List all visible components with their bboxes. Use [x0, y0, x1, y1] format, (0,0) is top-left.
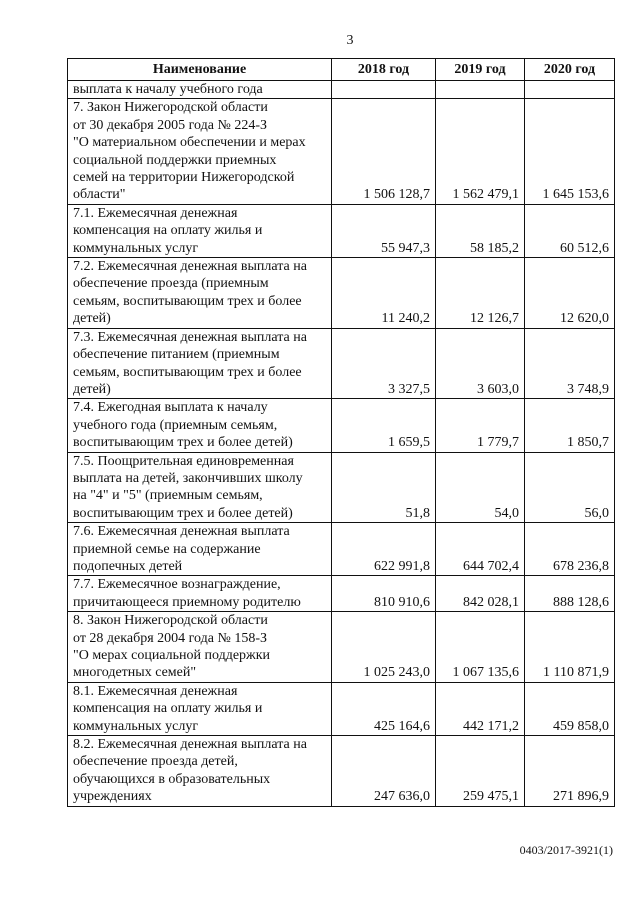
row-name-cell: выплата к началу учебного года [68, 81, 332, 99]
value-2020-cell: 678 236,8 [525, 523, 615, 576]
row-name-cell: 8.1. Ежемесячная денежная компенсация на оплату жилья и коммунальных услуг [68, 682, 332, 735]
table-row [68, 576, 615, 612]
table-row [68, 736, 615, 807]
value-2019-cell [436, 81, 525, 99]
value-2020-cell: 12 620,0 [525, 258, 615, 329]
value-2019-cell: 1 562 479,1 [436, 99, 525, 204]
value-2020-cell: 888 128,6 [525, 576, 615, 612]
row-name-cell: 7.4. Ежегодная выплата к началу учебного года (приемным семьям, воспитывающим трех и более детей) [68, 399, 332, 452]
table-row [68, 523, 615, 576]
value-2020-cell [525, 81, 615, 99]
row-name-cell: 7.2. Ежемесячная денежная выплата на обеспечение проезда (приемным семьям, воспитывающим трех и более детей) [68, 258, 332, 329]
value-2018-cell: 247 636,0 [332, 736, 436, 807]
table-row [68, 258, 615, 329]
value-2018-cell: 1 659,5 [332, 399, 436, 452]
table-header [68, 59, 615, 81]
header-row [68, 59, 615, 81]
value-2019-cell: 54,0 [436, 452, 525, 523]
value-2020-cell: 60 512,6 [525, 204, 615, 257]
value-2018-cell: 810 910,6 [332, 576, 436, 612]
value-2019-cell: 1 067 135,6 [436, 612, 525, 683]
value-2019-cell: 1 779,7 [436, 399, 525, 452]
value-2019-cell: 12 126,7 [436, 258, 525, 329]
table-body [68, 81, 615, 807]
row-name-cell: 7.3. Ежемесячная денежная выплата на обеспечение питанием (приемным семьям, воспитывающим трех и более детей) [68, 328, 332, 399]
value-2020-cell: 56,0 [525, 452, 615, 523]
table-row [68, 452, 615, 523]
table-row [68, 99, 615, 204]
value-2019-cell: 842 028,1 [436, 576, 525, 612]
value-2019-cell: 58 185,2 [436, 204, 525, 257]
value-2020-cell: 1 645 153,6 [525, 99, 615, 204]
document-code: 0403/2017-3921(1) [519, 843, 613, 857]
table-row [68, 682, 615, 735]
header-name: Наименование [68, 59, 332, 81]
value-2019-cell: 259 475,1 [436, 736, 525, 807]
row-name-cell: 7.7. Ежемесячное вознаграждение, причитающееся приемному родителю [68, 576, 332, 612]
header-2020: 2020 год [525, 59, 615, 81]
value-2018-cell: 51,8 [332, 452, 436, 523]
value-2020-cell: 3 748,9 [525, 328, 615, 399]
value-2018-cell: 1 025 243,0 [332, 612, 436, 683]
row-name-cell: 7. Закон Нижегородской области от 30 декабря 2005 года № 224-З "О материальном обеспечении и мерах социальной поддержки приемных семей на территории Нижегородской области" [68, 99, 332, 204]
value-2020-cell: 1 110 871,9 [525, 612, 615, 683]
value-2018-cell: 3 327,5 [332, 328, 436, 399]
value-2018-cell: 622 991,8 [332, 523, 436, 576]
header-2019: 2019 год [436, 59, 525, 81]
value-2018-cell: 11 240,2 [332, 258, 436, 329]
header-2018: 2018 год [332, 59, 436, 81]
value-2019-cell: 442 171,2 [436, 682, 525, 735]
table-row [68, 81, 615, 99]
row-name-cell: 8.2. Ежемесячная денежная выплата на обеспечение проезда детей, обучающихся в образовательных учреждениях [68, 736, 332, 807]
value-2018-cell: 425 164,6 [332, 682, 436, 735]
value-2018-cell [332, 81, 436, 99]
table-row [68, 204, 615, 257]
budget-table [67, 58, 615, 807]
value-2020-cell: 459 858,0 [525, 682, 615, 735]
table-row [68, 612, 615, 683]
row-name-cell: 8. Закон Нижегородской области от 28 декабря 2004 года № 158-З "О мерах социальной поддержки многодетных семей" [68, 612, 332, 683]
value-2020-cell: 1 850,7 [525, 399, 615, 452]
value-2020-cell: 271 896,9 [525, 736, 615, 807]
row-name-cell: 7.5. Поощрительная единовременная выплата на детей, закончивших школу на "4" и "5" (приемным семьям, воспитывающим трех и более детей) [68, 452, 332, 523]
row-name-cell: 7.1. Ежемесячная денежная компенсация на оплату жилья и коммунальных услуг [68, 204, 332, 257]
row-name-cell: 7.6. Ежемесячная денежная выплата приемной семье на содержание подопечных детей [68, 523, 332, 576]
table-row [68, 399, 615, 452]
value-2018-cell: 55 947,3 [332, 204, 436, 257]
table-row [68, 328, 615, 399]
value-2019-cell: 644 702,4 [436, 523, 525, 576]
value-2019-cell: 3 603,0 [436, 328, 525, 399]
value-2018-cell: 1 506 128,7 [332, 99, 436, 204]
page-number: 3 [346, 33, 354, 48]
